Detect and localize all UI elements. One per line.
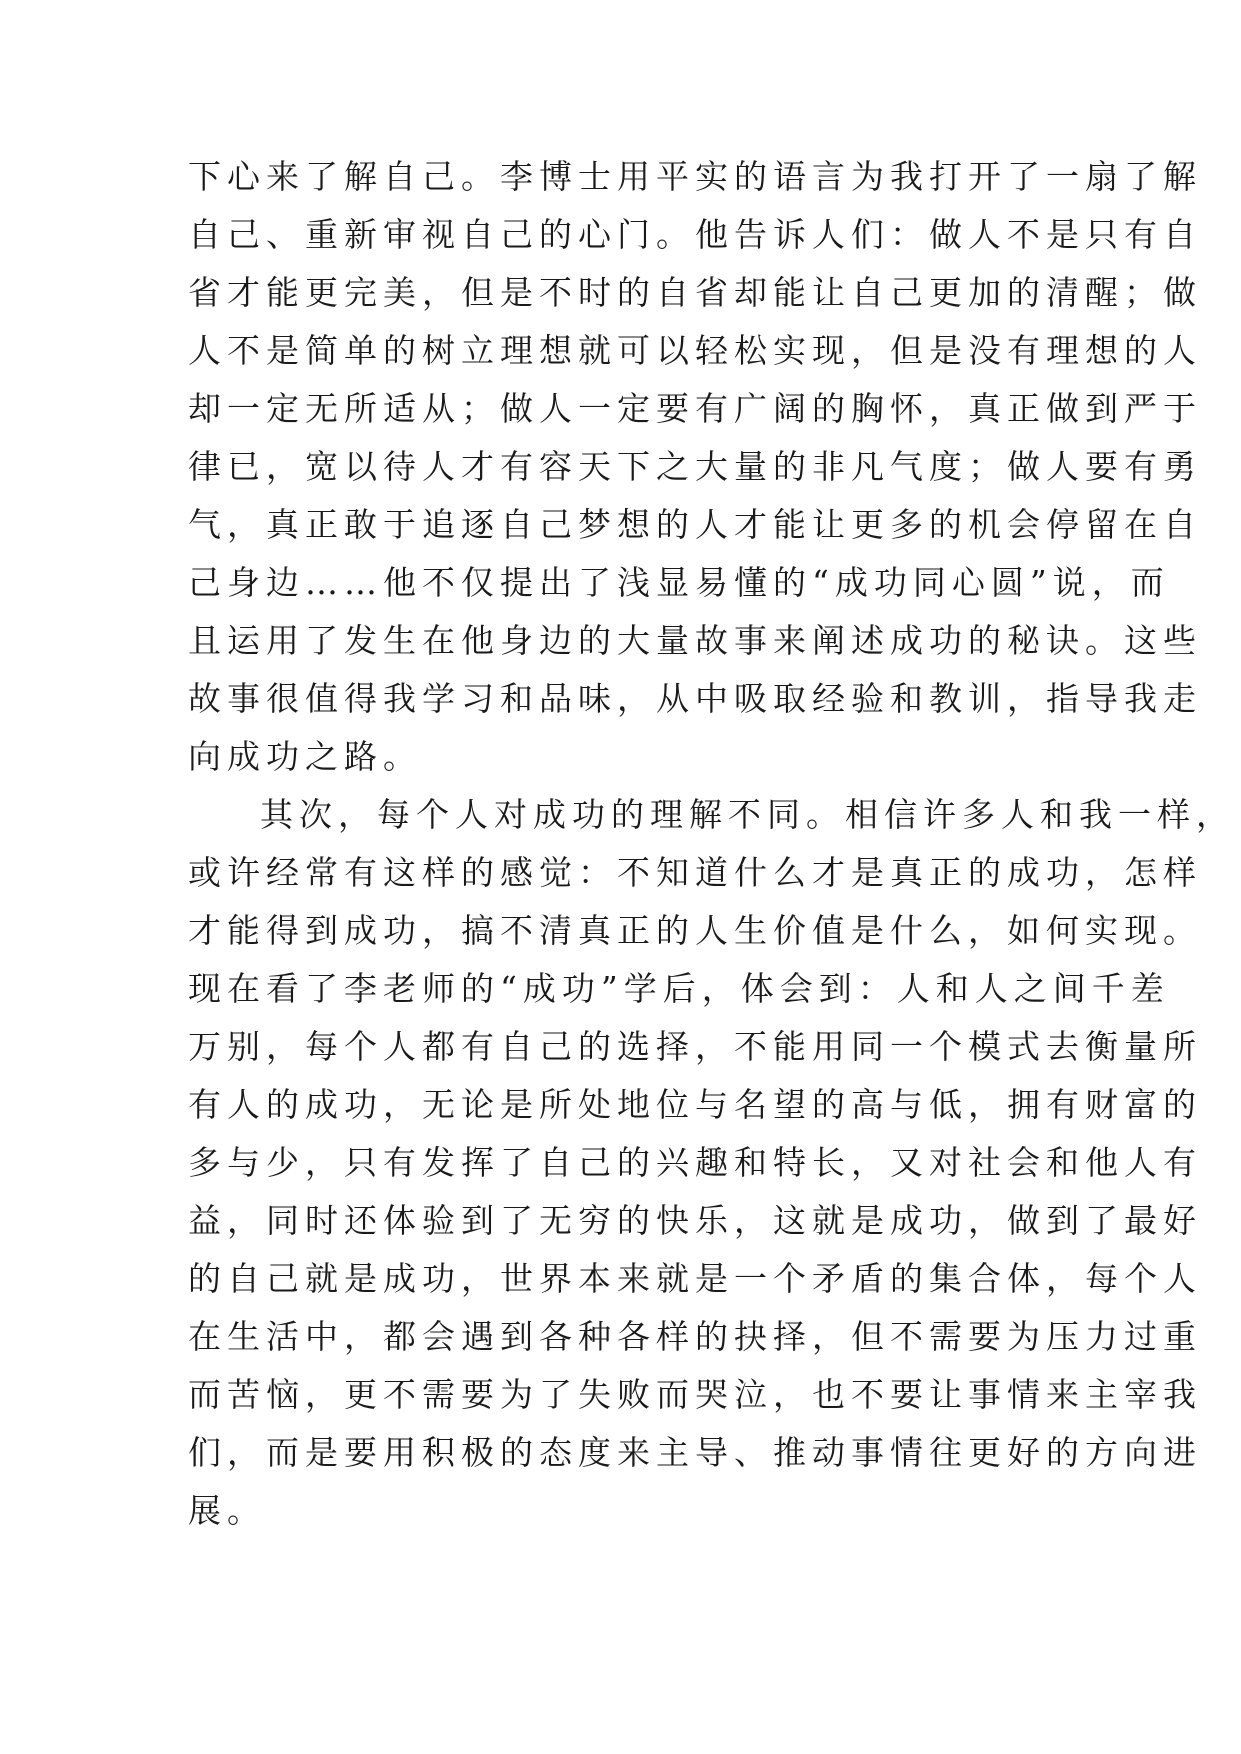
text-line: 律已，宽以待人才有容天下之大量的非凡气度；做人要有勇 — [188, 447, 1202, 486]
text-line: 万别，每个人都有自己的选择，不能用同一个模式去衡量所 — [188, 1027, 1202, 1066]
text-line: 故事很值得我学习和品味，从中吸取经验和教训，指导我走 — [188, 679, 1202, 718]
text-line: 益，同时还体验到了无穷的快乐，这就是成功，做到了最好 — [188, 1201, 1202, 1240]
text-line: 现在看了李老师的“成功”学后，体会到：人和人之间千差 — [188, 969, 1170, 1008]
text-line: 自己、重新审视自己的心门。他告诉人们：做人不是只有自 — [188, 215, 1202, 254]
text-line: 在生活中，都会遇到各种各样的抉择，但不需要为压力过重 — [188, 1317, 1202, 1356]
text-line: 们，而是要用积极的态度来主导、推动事情往更好的方向进 — [188, 1433, 1202, 1472]
text-line: 或许经常有这样的感觉：不知道什么才是真正的成功，怎样 — [188, 853, 1202, 892]
text-line: 己身边……他不仅提出了浅显易懂的“成功同心圆”说，而 — [188, 563, 1170, 602]
text-line: 且运用了发生在他身边的大量故事来阐述成功的秘诀。这些 — [188, 621, 1202, 660]
text-line: 有人的成功，无论是所处地位与名望的高与低，拥有财富的 — [188, 1085, 1202, 1124]
text-line: 向成功之路。 — [188, 737, 422, 776]
text-line: 的自己就是成功，世界本来就是一个矛盾的集合体，每个人 — [188, 1259, 1202, 1298]
text-line: 人不是简单的树立理想就可以轻松实现，但是没有理想的人 — [188, 331, 1202, 370]
text-line: 而苦恼，更不需要为了失败而哭泣，也不要让事情来主宰我 — [188, 1375, 1202, 1414]
text-line: 展。 — [188, 1491, 266, 1530]
text-line: 多与少，只有发挥了自己的兴趣和特长，又对社会和他人有 — [188, 1143, 1202, 1182]
body-text — [188, 148, 1235, 1540]
text-line: 才能得到成功，搞不清真正的人生价值是什么，如何实现。 — [188, 911, 1202, 950]
text-line: 气，真正敢于追逐自己梦想的人才能让更多的机会停留在自 — [188, 505, 1202, 544]
text-line: 下心来了解自己。李博士用平实的语言为我打开了一扇了解 — [188, 157, 1202, 196]
paragraph-start-line: 其次，每个人对成功的理解不同。相信许多人和我一样， — [260, 795, 1235, 834]
text-line: 省才能更完美，但是不时的自省却能让自己更加的清醒；做 — [188, 273, 1202, 312]
text-line: 却一定无所适从；做人一定要有广阔的胸怀，真正做到严于 — [188, 389, 1202, 428]
